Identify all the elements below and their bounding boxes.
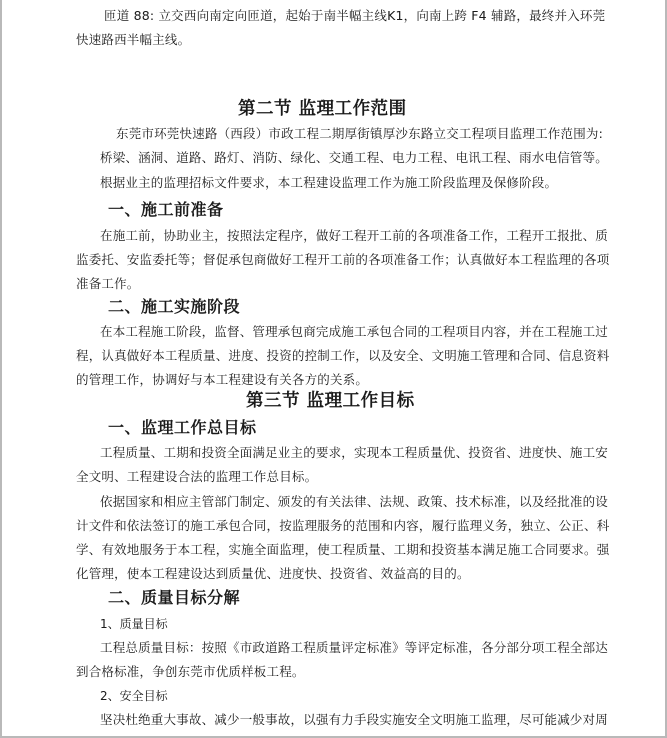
body-text-line: 准备工作。 [76,276,140,291]
body-text-line: 在本工程施工阶段，监督、管理承包商完成施工承包合同的工程项目内容，并在工程施工过 [100,324,609,339]
sub-item-heading: 2、安全目标 [100,689,168,703]
subsection-heading: 二、施工实施阶段 [108,297,241,316]
body-text-line: 程，认真做好本工程质量、进度、投资的控制工作，以及安全、文明施工管理和合同、信息资料 [76,348,610,363]
body-text-line: 计文件和依法签订的施工承包合同，按监理服务的范围和内容，履行监理义务，独立、公正、科 [76,518,610,533]
subsection-heading: 一、监理工作总目标 [108,418,257,437]
body-text-line: 监委托、安监委托等；督促承包商做好工程开工前的各项准备工作；认真做好本工程监理的各项 [76,252,610,267]
page-left-border [0,0,2,738]
body-text-line: 全文明、工程建设合法的监理工作总目标。 [76,469,318,484]
subsection-heading: 一、施工前准备 [108,200,224,219]
body-text-line: 到合格标准，争创东莞市优质样板工程。 [76,664,305,679]
body-text-line: 工程总质量目标：按照《市政道路工程质量评定标准》等评定标准，各分部分项工程全部达 [100,640,609,655]
body-text-line: 根据业主的监理招标文件要求，本工程建设监理工作为施工阶段监理及保修阶段。 [100,175,558,190]
body-text-line: 匝道 88: 立交西向南定向匝道，起始于南半幅主线K1，向南上跨 F4 辅路，最终并入环莞 [104,8,606,23]
body-text-line: 快速路西半幅主线。 [76,32,191,47]
section-title: 第二节 监理工作范围 [238,99,407,119]
section-title: 第三节 监理工作目标 [246,391,415,411]
body-text-line: 的管理工作，协调好与本工程建设有关各方的关系。 [76,372,369,387]
body-text-line: 坚决杜绝重大事故、减少一般事故，以强有力手段实施安全文明施工监理，尽可能减少对周 [100,712,609,727]
body-text-line: 东莞市环莞快速路（西段）市政工程二期厚街镇厚沙东路立交工程项目监理工作范围为: [116,126,604,141]
body-text-line: 桥梁、涵洞、道路、路灯、消防、绿化、交通工程、电力工程、电讯工程、雨水电信管等。 [100,150,609,165]
sub-item-heading: 1、质量目标 [100,617,168,631]
body-text-line: 在施工前，协助业主，按照法定程序，做好工程开工前的各项准备工作，工程开工报批、质 [100,228,609,243]
body-text-line: 化管理，使本工程建设达到质量优、进度快、投资省、效益高的目的。 [76,566,470,581]
body-text-line: 依据国家和相应主管部门制定、颁发的有关法律、法规、政策、技术标准，以及经批准的设 [100,494,609,509]
subsection-heading: 二、质量目标分解 [108,588,241,607]
body-text-line: 学、有效地服务于本工程，实施全面监理，使工程质量、工期和投资基本满足施工合同要求。强 [76,542,610,557]
body-text-line: 工程质量、工期和投资全面满足业主的要求，实现本工程质量优、投资省、进度快、施工安 [100,445,609,460]
